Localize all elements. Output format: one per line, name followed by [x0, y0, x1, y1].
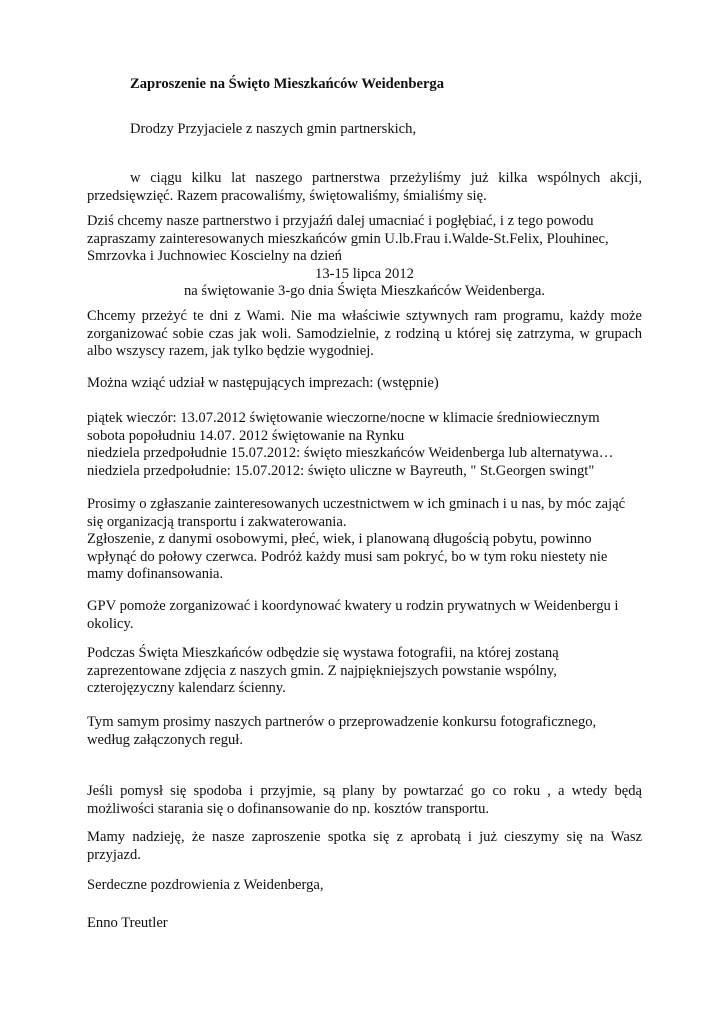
- accommodation-paragraph: [87, 598, 642, 633]
- event-item: niedziela przedpołudnie: 15.07.2012: święto uliczne w Bayreuth, " St.Georgen swingt": [87, 462, 595, 479]
- photo-exhibition-line: zaprezentowane zdjęcia z naszych gmin. Z najpiękniejszych powstanie wspólny,: [87, 662, 557, 679]
- event-name: na świętowanie 3-go dnia Święta Mieszkańców Weidenberga.: [184, 283, 545, 299]
- registration-line: się organizacją transportu i zakwaterowania.: [87, 513, 347, 530]
- future-paragraph: Jeśli pomysł się spodoba i przyjmie, są plany by powtarzać go co roku , a wtedy będą możliwości starania się o dofinansowanie do np. kosztów transportu.: [87, 783, 642, 817]
- closing-hope-paragraph: Mamy nadzieję, że nasze zaproszenie spotka się z aprobatą i już cieszymy się na Wasz przyjazd.: [87, 829, 642, 863]
- registration-paragraph: [87, 496, 642, 584]
- photo-exhibition-line: Podczas Święta Mieszkańców odbędzie się wystawa fotografii, na której zostaną: [87, 645, 559, 661]
- invitation-line: zapraszamy zainteresowanych mieszkańców gmin U.lb.Frau i.Walde-St.Felix, Plouhinec,: [87, 230, 609, 247]
- registration-line: Prosimy o zgłaszanie zainteresowanych uczestnictwem w ich gminach i u nas, by móc zająć: [87, 496, 626, 512]
- event-item: sobota popołudniu 14.07. 2012 świętowanie na Rynku: [87, 427, 405, 444]
- greeting: Drodzy Przyjaciele z naszych gmin partnerskich,: [130, 121, 417, 137]
- registration-line: mamy dofinansowania.: [87, 566, 224, 582]
- event-item: niedziela przedpołudnie 15.07.2012: święto mieszkańców Weidenberga lub alternatywa…: [87, 445, 614, 461]
- contest-paragraph: [87, 714, 642, 749]
- invitation-paragraph: [87, 213, 642, 301]
- invitation-line: Dziś chcemy nasze partnerstwo i przyjaźń dalej umacniać i pogłębiać, i z tego powodu: [87, 213, 594, 229]
- program-paragraph: Chcemy przeżyć te dni z Wami. Nie ma właściwie sztywnych ram programu, każdy może zorganizować sobie czas jak woli. Samodzielnie, z rodziną u której się zatrzyma, w grupach albo wszyscy razem, jak tylko będzie wygodniej.: [87, 308, 642, 359]
- registration-line: wpłynąć do połowy czerwca. Podróż każdy musi sam pokryć, bo w tym roku niestety nie: [87, 548, 608, 565]
- invitation-line: Smrzovka i Juchnowiec Koscielny na dzień: [87, 248, 342, 264]
- events-list: [87, 410, 642, 480]
- event-dates: 13-15 lipca 2012: [315, 265, 414, 282]
- events-heading: Można wziąć udział w następujących imprezach: (wstępnie): [87, 375, 439, 391]
- event-item: piątek wieczór: 13.07.2012 świętowanie wieczorne/nocne w klimacie średniowiecznym: [87, 410, 600, 426]
- regards: Serdeczne pozdrowienia z Weidenberga,: [87, 877, 324, 893]
- accommodation-line: GPV pomoże zorganizować i koordynować kwatery u rodzin prywatnych w Weidenbergu i: [87, 598, 619, 614]
- signature: Enno Treutler: [87, 915, 168, 931]
- registration-line: Zgłoszenie, z danymi osobowymi, płeć, wiek, i planowaną długością pobytu, powinno: [87, 531, 592, 547]
- contest-line: Tym samym prosimy naszych partnerów o przeprowadzenie konkursu fotograficznego,: [87, 714, 597, 730]
- accommodation-line: okolicy.: [87, 615, 134, 632]
- photo-exhibition-paragraph: [87, 645, 642, 698]
- photo-exhibition-line: czterojęzyczny kalendarz ścienny.: [87, 680, 286, 696]
- intro-paragraph: w ciągu kilku lat naszego partnerstwa przeżyliśmy już kilka wspólnych akcji, przedsięwzięć. Razem pracowaliśmy, świętowaliśmy, śmialiśmy się.: [87, 170, 642, 204]
- letter-title: Zaproszenie na Święto Mieszkańców Weidenberga: [130, 76, 445, 92]
- contest-line: według załączonych reguł.: [87, 731, 243, 748]
